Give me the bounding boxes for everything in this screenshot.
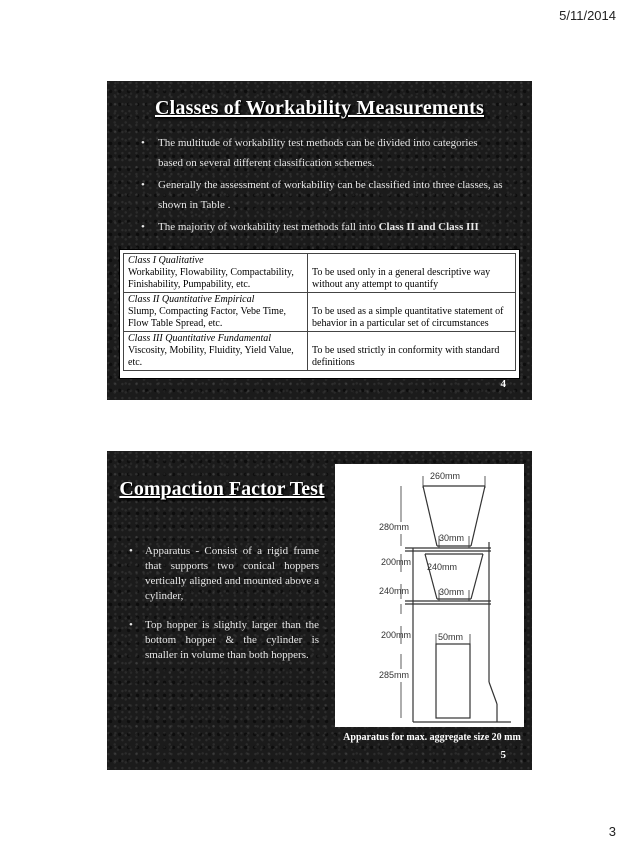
table-row	[124, 254, 516, 293]
slide-number: 4	[500, 378, 506, 390]
class-name: Class I Qualitative	[128, 255, 204, 266]
bullet-item: • Top hopper is slightly larger than the bottom hopper & the cylinder is smaller in volume than both hoppers.	[121, 618, 319, 663]
dim-upper-height: 280mm	[379, 522, 410, 532]
dim-gap1: 200mm	[381, 557, 412, 567]
table-cell-class	[124, 332, 308, 371]
page-number: 3	[608, 824, 616, 839]
bullet-item: • Generally the assessment of workability can be classified into three classes, as shown in Table .	[133, 175, 503, 215]
dim-lower-opening: 30mm	[439, 587, 465, 597]
figure-caption: Apparatus for max. aggregate size 20 mm	[343, 732, 521, 743]
slide-number: 5	[500, 749, 506, 761]
dim-top-width: 260mm	[430, 471, 461, 481]
class-name: Class III Quantitative Fundamental	[128, 333, 272, 344]
dim-cyl-width: 50mm	[438, 632, 464, 642]
dim-upper-opening: 30mm	[439, 533, 465, 543]
bullet-bold-text: Class II and Class III	[378, 221, 479, 233]
table-cell-usage: To be used as a simple quantitative statement of behavior in a particular set of circumstances	[308, 293, 516, 332]
dim-lower-height: 240mm	[379, 586, 410, 596]
class-examples: Slump, Compacting Factor, Vebe Time, Flow Table Spread, etc.	[128, 306, 287, 329]
class-examples: Viscosity, Mobility, Fluidity, Yield Value, etc.	[128, 345, 294, 368]
slide-title: Compaction Factor Test	[119, 478, 325, 500]
slide-compaction-factor-test	[107, 451, 532, 770]
class-examples: Workability, Flowability, Compactability, Finishability, Pumpability, etc.	[128, 267, 294, 290]
table-cell-class	[124, 254, 308, 293]
class-name: Class II Quantitative Empirical	[128, 294, 255, 305]
table-cell-class	[124, 293, 308, 332]
bullet-list	[121, 544, 319, 677]
apparatus-diagram	[335, 464, 524, 727]
table-row	[124, 293, 516, 332]
dim-gap2: 200mm	[381, 630, 412, 640]
bullet-list	[133, 133, 503, 239]
dim-lower-width: 240mm	[427, 562, 458, 572]
slide-workability-classes	[107, 81, 532, 400]
cylinder	[436, 644, 470, 718]
table-cell-usage: To be used only in a general descriptive way without any attempt to quantify	[308, 254, 516, 293]
print-date: 5/11/2014	[559, 8, 616, 23]
workability-classes-table	[119, 249, 520, 379]
slide-title: Classes of Workability Measurements	[154, 97, 485, 119]
bullet-item	[133, 217, 503, 237]
bullet-text: The majority of workability test methods fall into	[158, 221, 379, 233]
table-row	[124, 332, 516, 371]
bullet-item: • Apparatus - Consist of a rigid frame that supports two conical hoppers vertically aligned and mounted above a cylinder,	[121, 544, 319, 604]
bullet-item: • The multitude of workability test methods can be divided into categories based on several different classification schemes.	[133, 133, 503, 173]
dim-cyl-height: 285mm	[379, 670, 410, 680]
table-cell-usage: To be used strictly in conformity with standard definitions	[308, 332, 516, 371]
